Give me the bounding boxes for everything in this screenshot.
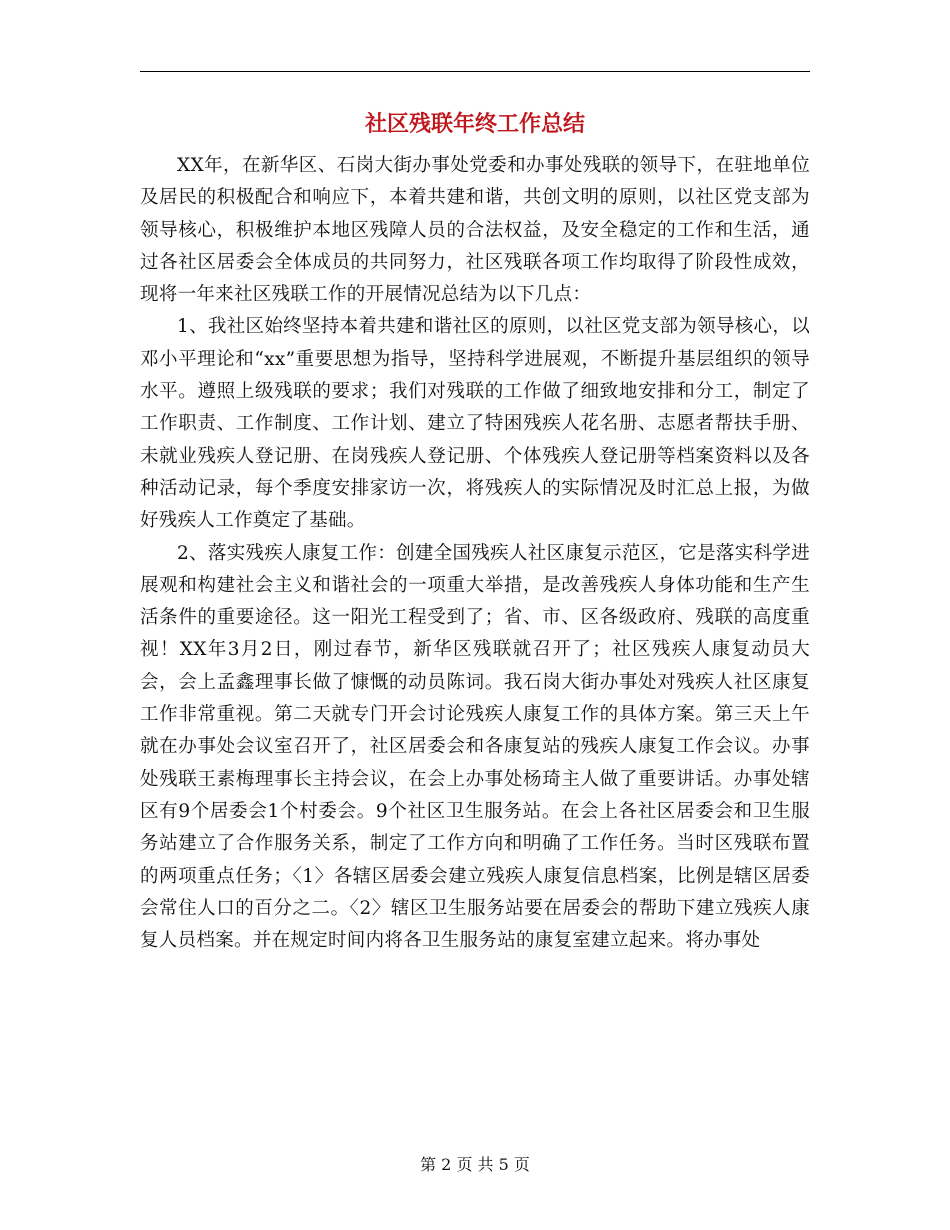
paragraph-item-2: 2、落实残疾人康复工作：创建全国残疾人社区康复示范区，它是落实科学进展观和构建社会主义和谐社会的一项重大举措，是改善残疾人身体功能和生产生活条件的重要途径。这一阳光工程受到了；省、市、区各级政府、残联的高度重视！XX年3月2日，刚过春节，新华区残联就召开了；社区残疾人康复动员大会，会上孟鑫理事长做了慷慨的动员陈词。我石岗大街办事处对残疾人社区康复工作非常重视。第二天就专门开会讨论残疾人康复工作的具体方案。第三天上午就在办事处会议室召开了，社区居委会和各康复站的残疾人康复工作会议。办事处残联王素梅理事长主持会议，在会上办事处杨琦主人做了重要讲话。办事处辖区有9个居委会1个村委会。9个社区卫生服务站。在会上各社区居委会和卫生服务站建立了合作服务关系，制定了工作方向和明确了工作任务。当时区残联布置的两项重点任务；〈1〉各辖区居委会建立残疾人康复信息档案，比例是辖区居委会常住人口的百分之二。〈2〉辖区卫生服务站要在居委会的帮助下建立残疾人康复人员档案。并在规定时间内将各卫生服务站的康复室建立起来。将办事处: [140, 542, 810, 952]
document-title: 社区残联年终工作总结: [364, 112, 585, 137]
page-footer: [0, 1154, 950, 1176]
document-body: [140, 150, 810, 957]
paragraph-intro: XX年，在新华区、石岗大街办事处党委和办事处残联的领导下，在驻地单位及居民的积极配合和响应下，本着共建和谐，共创文明的原则，以社区党支部为领导核心，积极维护本地区残障人员的合法权益，及安全稳定的工作和生活，通过各社区居委会全体成员的共同努力，社区残联各项工作均取得了阶段性成效，现将一年来社区残联工作的开展情况总结为以下几点：: [140, 155, 810, 306]
page-number: 第 2 页 共 5 页: [420, 1155, 530, 1174]
header-rule: [140, 71, 810, 72]
paragraph-item-1: 1、我社区始终坚持本着共建和谐社区的原则，以社区党支部为领导核心，以邓小平理论和“xx”重要思想为指导，坚持科学进展观，不断提升基层组织的领导水平。遵照上级残联的要求；我们对残联的工作做了细致地安排和分工，制定了工作职责、工作制度、工作计划、建立了特困残疾人花名册、志愿者帮扶手册、未就业残疾人登记册、在岗残疾人登记册、个体残疾人登记册等档案资料以及各种活动记录，每个季度安排家访一次，将残疾人的实际情况及时汇总上报，为做好残疾人工作奠定了基础。: [140, 316, 810, 532]
